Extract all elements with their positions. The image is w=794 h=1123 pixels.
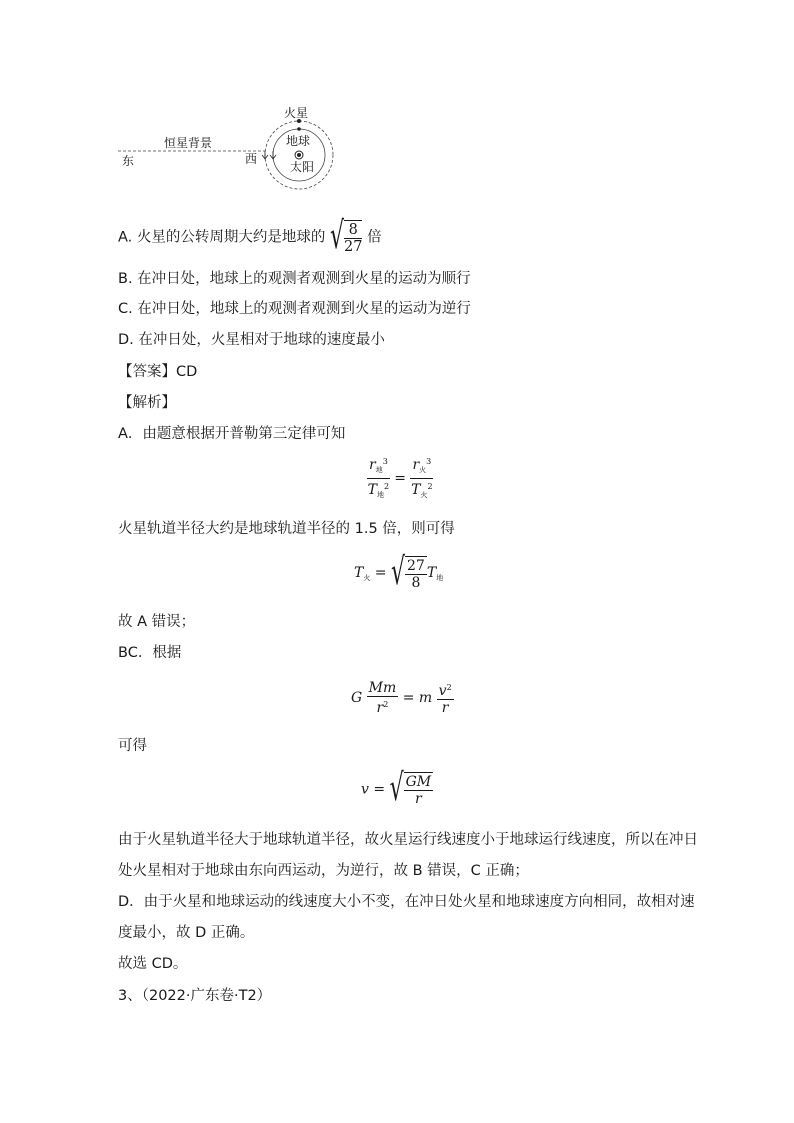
analysis-radius-line: 火星轨道半径大约是地球轨道半径的 1.5 倍，则可得 [118, 521, 455, 537]
answer-label: 【答案】 [118, 364, 176, 380]
option-c: C. 在冲日处，地球上的观测者观测到火星的运动为逆行 [118, 301, 471, 317]
orbit-diagram-svg [118, 100, 358, 200]
label-earth: 地球 [286, 134, 311, 148]
option-a [118, 215, 382, 258]
next-question: 3、（2022·广东卷·T2） [118, 988, 272, 1004]
sun-inner [297, 153, 301, 157]
fraction-numerator: 8 [344, 222, 362, 239]
fraction: $\frac{v^2}{r}$ [437, 680, 454, 716]
fraction [344, 220, 362, 255]
sqrt-icon: √ [389, 767, 404, 810]
label-west: 西 [245, 152, 258, 166]
fraction-left: $\frac{r_地^3}{T_地^2}$ [367, 454, 390, 503]
option-a-text: A. 火星的公转周期大约是地球的 [118, 229, 326, 246]
fraction: $\frac{Mm}{r^2}$ [368, 680, 397, 716]
analysis-bc-intro: BC．根据 [118, 645, 182, 661]
option-a-suffix: 倍 [367, 229, 382, 246]
paragraph-2-line-1: D．由于火星和地球运动的线速度大小不变，在冲日处火星和地球速度方向相同，故相对速 [118, 894, 695, 910]
fraction-right: $\frac{r_火^3}{T_火^2}$ [410, 454, 433, 503]
paragraph-1-line-2: 处火星相对于地球由东向西运动，为逆行，故 B 错误，C 正确； [118, 863, 529, 879]
fraction-denominator: 8 [411, 575, 421, 591]
option-b: B. 在冲日处，地球上的观测者观测到火星的运动为顺行 [118, 271, 471, 287]
sqrt-icon: √ [330, 215, 345, 258]
analysis-label: 【解析】 [118, 395, 176, 411]
label-east: 东 [122, 154, 135, 168]
arrow-icon [262, 151, 268, 159]
answer-value: CD [176, 364, 198, 380]
conclusion: 故选 CD。 [118, 956, 188, 972]
earth-dot [297, 127, 301, 131]
paragraph-2-line-2: 度最小，故 D 正确。 [118, 925, 255, 941]
equation-kepler: $\frac{r_地^3}{T_地^2}$ = $\frac{r_火^3}{T_火^2}$ [367, 454, 433, 503]
fraction-numerator: 27 [407, 558, 425, 574]
analysis-a-wrong: 故 A 错误； [118, 614, 196, 630]
fraction [405, 556, 427, 591]
label-sun: 太阳 [290, 160, 315, 174]
analysis-a-intro: A．由题意根据开普勒第三定律可知 [118, 426, 346, 442]
option-d: D. 在冲日处，火星相对于地球的速度最小 [118, 332, 385, 348]
equation-period: $T_火$ = √ $\frac{27}{8}$ $T_地$ [354, 551, 444, 594]
arrow-icon [270, 151, 276, 159]
equation-gravity: G $\frac{Mm}{r^2}$ = m $\frac{v^2}{r}$ [351, 680, 452, 716]
equation-velocity: v = √ $\frac{GM}{r}$ [361, 767, 432, 810]
label-mars: 火星 [284, 106, 309, 120]
sqrt-fraction [330, 215, 363, 258]
fraction: $\frac{GM}{r}$ [405, 774, 432, 807]
sqrt-icon: √ [390, 551, 406, 594]
label-background: 恒星背景 [164, 136, 213, 150]
orbit-figure [118, 100, 358, 200]
paragraph-1-line-1: 由于火星轨道半径大于地球轨道半径，故火星运行线速度小于地球运行线速度，所以在冲日 [118, 832, 698, 848]
answer [118, 362, 197, 382]
analysis-keyi: 可得 [118, 738, 147, 754]
fraction-denominator: 27 [344, 239, 363, 255]
